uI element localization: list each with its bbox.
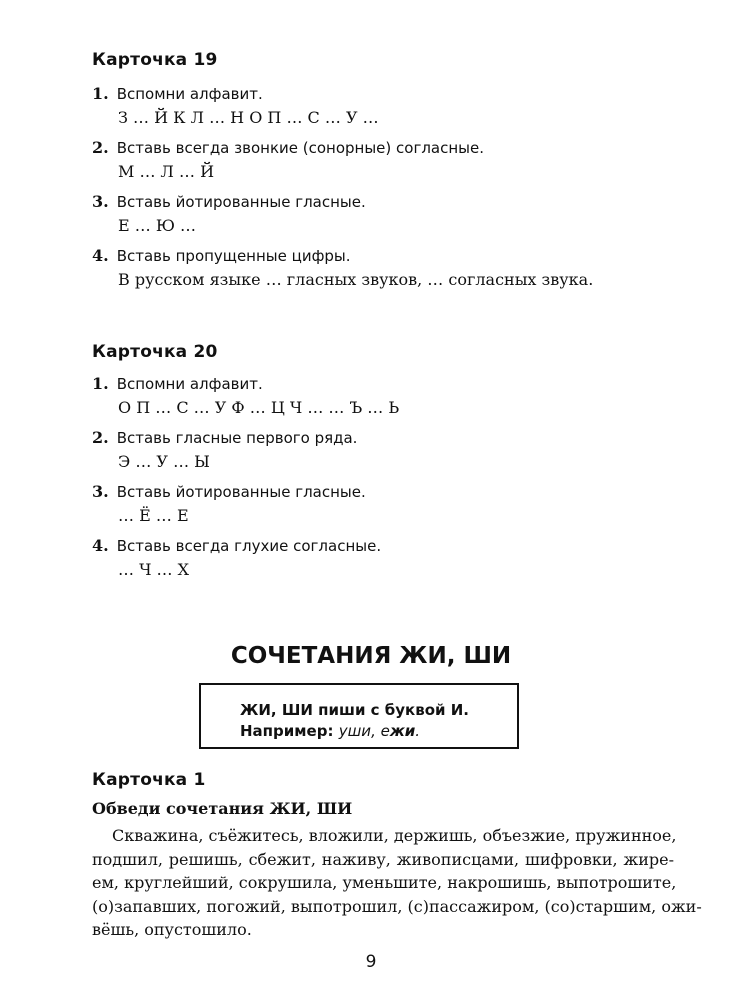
card-19-task-3: [92, 192, 366, 211]
card-19-task-4: [92, 246, 351, 265]
section-title: СОЧЕТАНИЯ ЖИ, ШИ: [230, 643, 512, 669]
card-19-answer-2: М … Л … Й: [118, 162, 215, 181]
task-number: 3.: [92, 482, 109, 501]
exercise-line: подшил, решишь, сбежит, наживу, живописцами, шифровки, жире-: [92, 849, 674, 869]
task-text: Вставь всегда глухие согласные.: [116, 537, 382, 555]
card-20-task-4: [92, 536, 381, 555]
rule-line: ЖИ, ШИ пиши с буквой И.: [240, 701, 470, 719]
task-text: Вставь пропущенные цифры.: [116, 247, 351, 265]
card-19-answer-1: З … Й К Л … Н О П … С … У …: [118, 108, 379, 127]
card-19-task-2: [92, 138, 484, 157]
example-separator: , е: [371, 722, 390, 740]
card-1-instruction: Обведи сочетания ЖИ, ШИ: [92, 799, 353, 818]
rule-example-label: Например:: [240, 722, 334, 740]
card-20-title: Карточка 20: [92, 342, 218, 362]
task-number: 4.: [92, 246, 109, 265]
exercise-line: Скважина, съёжитесь, вложили, держишь, объезжие, пружинное,: [112, 826, 677, 845]
card-1-exercise-text: [92, 824, 702, 942]
card-20-answer-2: Э … У … Ы: [118, 452, 210, 471]
card-19-task-1: [92, 84, 263, 103]
page-number: 9: [365, 952, 377, 972]
card-19-title: Карточка 19: [92, 50, 218, 70]
card-20-task-2: [92, 428, 357, 447]
task-number: 3.: [92, 192, 109, 211]
card-20-answer-1: О П … С … У Ф … Ц Ч … … Ъ … Ь: [118, 398, 400, 417]
card-20-answer-4: … Ч … Х: [118, 560, 190, 579]
task-number: 2.: [92, 138, 109, 157]
example-end: .: [415, 722, 421, 740]
task-text: Вставь йотированные гласные.: [116, 193, 366, 211]
card-20-task-3: [92, 482, 366, 501]
example-word-1: уши: [338, 722, 372, 740]
exercise-line: ем, круглейший, сокрушила, уменьшите, накрошишь, выпотрошите,: [92, 873, 677, 892]
card-1-title: Карточка 1: [92, 770, 206, 790]
task-text: Вспомни алфавит.: [116, 85, 263, 103]
card-20-task-1: [92, 374, 263, 393]
task-text: Вспомни алфавит.: [116, 375, 263, 393]
card-19-answer-3: Е … Ю …: [118, 216, 197, 235]
task-number: 4.: [92, 536, 109, 555]
card-20-answer-3: … Ё … Е: [118, 506, 189, 525]
task-text: Вставь гласные первого ряда.: [116, 429, 358, 447]
task-number: 2.: [92, 428, 109, 447]
rule-example: [240, 721, 517, 742]
task-text: Вставь йотированные гласные.: [116, 483, 366, 501]
card-19-answer-4: В русском языке … гласных звуков, … согласных звука.: [118, 270, 594, 289]
task-text: Вставь всегда звонкие (сонорные) согласные.: [116, 139, 485, 157]
task-number: 1.: [92, 84, 109, 103]
task-number: 1.: [92, 374, 109, 393]
example-word-2-highlight: жи: [389, 722, 416, 740]
exercise-line: (о)запавших, погожий, выпотрошил, (с)пассажиром, (со)старшим, ожи-: [92, 896, 702, 916]
rule-box: [199, 683, 519, 749]
exercise-line: вёшь, опустошило.: [92, 920, 252, 939]
